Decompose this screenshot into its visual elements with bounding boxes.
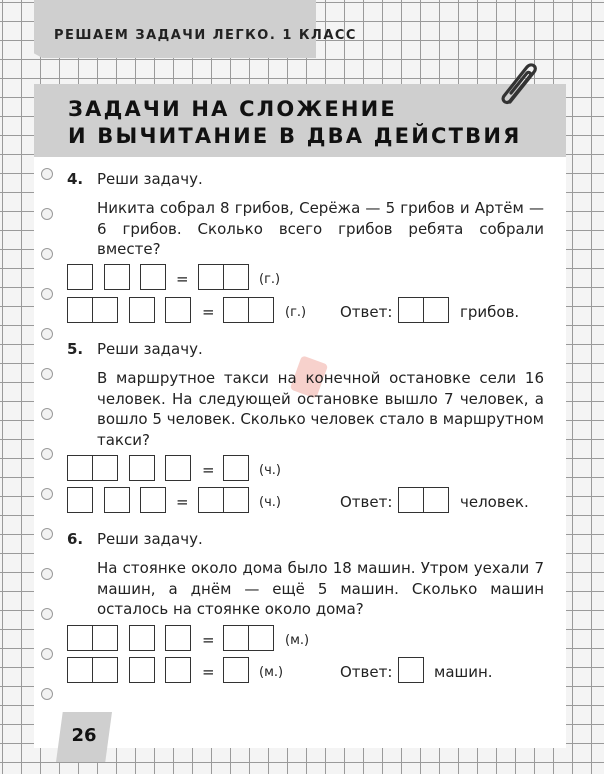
answer-cell[interactable] — [165, 455, 191, 481]
answer-label: Ответ: — [340, 663, 393, 681]
task-number: 5. — [67, 340, 84, 358]
unit-label: (г.) — [259, 272, 281, 287]
unit-label: (м.) — [285, 633, 310, 648]
answer-unit: машин. — [434, 663, 493, 681]
binder-hole — [41, 688, 53, 700]
task-text: На стоянке около дома было 18 машин. Утром уехали 7 машин, а днём — ещё 5 машин. Сколько машин осталось на стоянке около дома? — [97, 559, 544, 618]
binder-hole — [41, 608, 53, 620]
answer-cell[interactable] — [165, 657, 191, 683]
answer-cell[interactable] — [423, 297, 449, 323]
unit-label: (ч.) — [259, 495, 281, 510]
task-text: В маршрутное такси на конечной остановке сели 16 человек. На следующей остановке вышло 7 человек, а вошло 5 человек. Сколько человек стало в маршрутном такси? — [97, 369, 544, 449]
equals-sign: = — [202, 631, 215, 649]
answer-cell[interactable] — [223, 297, 249, 323]
equals-sign: = — [202, 461, 215, 479]
task-title: Реши задачу. — [97, 170, 203, 188]
binder-hole — [41, 368, 53, 380]
page-number: 26 — [71, 725, 97, 746]
equals-sign: = — [176, 493, 189, 511]
answer-unit: грибов. — [460, 303, 520, 321]
binder-hole — [41, 448, 53, 460]
answer-cell[interactable] — [129, 657, 155, 683]
answer-cell[interactable] — [165, 625, 191, 651]
binder-hole — [41, 208, 53, 220]
answer-cell[interactable] — [223, 487, 249, 513]
task-number: 4. — [67, 170, 84, 188]
answer-cell[interactable] — [92, 625, 118, 651]
binder-hole — [41, 248, 53, 260]
answer-cell[interactable] — [398, 657, 424, 683]
unit-label: (г.) — [285, 305, 307, 320]
task-title: Реши задачу. — [97, 530, 203, 548]
answer-cell[interactable] — [67, 487, 93, 513]
section-title-line-1: ЗАДАЧИ НА СЛОЖЕНИЕ — [68, 97, 397, 121]
answer-cell[interactable] — [248, 625, 274, 651]
binder-hole — [41, 288, 53, 300]
answer-cell[interactable] — [129, 625, 155, 651]
task-title: Реши задачу. — [97, 340, 203, 358]
binder-hole — [41, 488, 53, 500]
answer-unit: человек. — [460, 493, 529, 511]
answer-cell[interactable] — [398, 487, 424, 513]
answer-cell[interactable] — [223, 625, 249, 651]
answer-cell[interactable] — [129, 455, 155, 481]
binder-hole — [41, 408, 53, 420]
answer-cell[interactable] — [104, 487, 130, 513]
task-text: Никита собрал 8 грибов, Серёжа — 5 грибов и Артём — 6 грибов. Сколько всего грибов ребята собрали вместе? — [97, 199, 544, 258]
binder-hole — [41, 328, 53, 340]
binder-hole — [41, 528, 53, 540]
unit-label: (ч.) — [259, 463, 281, 478]
answer-cell[interactable] — [129, 297, 155, 323]
answer-cell[interactable] — [165, 297, 191, 323]
binder-hole — [41, 168, 53, 180]
answer-label: Ответ: — [340, 303, 393, 321]
equals-sign: = — [176, 270, 189, 288]
answer-cell[interactable] — [248, 297, 274, 323]
answer-cell[interactable] — [67, 297, 93, 323]
binder-hole — [41, 648, 53, 660]
answer-cell[interactable] — [198, 264, 224, 290]
binder-hole — [41, 568, 53, 580]
paperclip-icon — [496, 60, 544, 110]
answer-cell[interactable] — [223, 455, 249, 481]
answer-cell[interactable] — [92, 455, 118, 481]
answer-cell[interactable] — [140, 264, 166, 290]
answer-cell[interactable] — [140, 487, 166, 513]
answer-cell[interactable] — [398, 297, 424, 323]
answer-cell[interactable] — [104, 264, 130, 290]
answer-cell[interactable] — [223, 657, 249, 683]
answer-cell[interactable] — [92, 297, 118, 323]
answer-cell[interactable] — [423, 487, 449, 513]
answer-cell[interactable] — [67, 625, 93, 651]
series-title: РЕШАЕМ ЗАДАЧИ ЛЕГКО. 1 КЛАСС — [54, 28, 357, 43]
section-title-line-2: И ВЫЧИТАНИЕ В ДВА ДЕЙСТВИЯ — [68, 124, 522, 148]
answer-cell[interactable] — [198, 487, 224, 513]
task-number: 6. — [67, 530, 84, 548]
equals-sign: = — [202, 303, 215, 321]
answer-cell[interactable] — [67, 657, 93, 683]
answer-cell[interactable] — [223, 264, 249, 290]
unit-label: (м.) — [259, 665, 284, 680]
answer-cell[interactable] — [67, 455, 93, 481]
answer-label: Ответ: — [340, 493, 393, 511]
answer-cell[interactable] — [92, 657, 118, 683]
equals-sign: = — [202, 663, 215, 681]
answer-cell[interactable] — [67, 264, 93, 290]
